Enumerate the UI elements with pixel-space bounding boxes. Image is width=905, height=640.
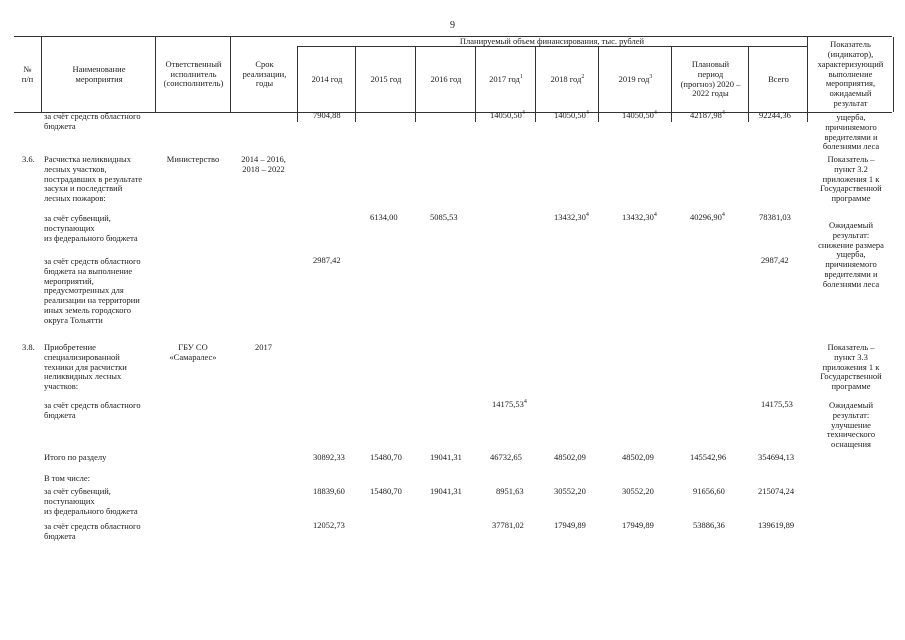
totals-2019: 48502,09 — [622, 452, 654, 462]
row-top-2019-footnote: 4 — [653, 110, 657, 117]
row-top-name: за счёт средств областного бюджета — [44, 111, 141, 131]
totals-fed-2015: 15480,70 — [370, 486, 402, 496]
header-col-2016-text: 2016 год — [430, 73, 462, 84]
totals-reg-2019: 17949,89 — [622, 520, 654, 530]
totals-reg-name: за счёт средств областного бюджета — [44, 521, 141, 541]
totals-fed-total: 215074,24 — [758, 486, 795, 496]
header-col-2018 — [535, 47, 599, 112]
item-3-6-sub1-planned-value: 40296,90 — [690, 212, 722, 222]
item-3-6-term: 2014 – 2016, 2018 – 2022 — [241, 154, 286, 174]
body-col-line-2015 — [355, 112, 356, 122]
item-3-6-sub1-2015: 6134,00 — [370, 212, 398, 222]
row-top-2014: 7904,88 — [313, 110, 341, 120]
header-col-term — [230, 37, 298, 112]
row-top-2019-value: 14050,50 — [622, 110, 654, 120]
header-col-2014 — [297, 47, 356, 112]
item-3-6-sub2-2014: 2987,42 — [313, 255, 341, 265]
item-3-8-sub1-2017-value: 14175,53 — [492, 399, 524, 409]
totals-planned: 145542,96 — [690, 452, 727, 462]
totals-reg-2018: 17949,89 — [554, 520, 586, 530]
item-3-6-sub1-2019 — [622, 213, 657, 223]
header-col-2016 — [415, 47, 476, 112]
item-3-6-sub1-2018-value: 13432,30 — [554, 212, 586, 222]
header-col-2018-text: 2018 год — [550, 73, 582, 84]
item-3-8-indicator: Показатель – пункт 3.3 приложения 1 к Государственной программе — [820, 342, 882, 392]
header-col-2015 — [355, 47, 416, 112]
totals-2015: 15480,70 — [370, 452, 402, 462]
item-3-8-indicator-2: Ожидаемый результат: улучшение технического оснащения — [826, 400, 876, 450]
header-col-2017-footnote: 1 — [519, 73, 523, 80]
header-col-indicator — [807, 37, 894, 112]
header-col-planned — [671, 47, 749, 112]
totals-reg-2017: 37781,02 — [492, 520, 524, 530]
body-col-line-2019 — [598, 112, 599, 122]
header-col-2019-text: 2019 год — [618, 73, 650, 84]
header-col-indicator-text: Показатель (индикатор), характеризующий выполнение мероприятия, ожидаемый результат — [817, 39, 884, 108]
row-top-2017-value: 14050,50 — [490, 110, 522, 120]
row-top-2018-value: 14050,50 — [554, 110, 586, 120]
totals-reg-total: 139619,89 — [758, 520, 795, 530]
row-top-planned — [690, 111, 725, 121]
totals-reg-planned: 53886,36 — [693, 520, 725, 530]
item-3-6-sub1-total: 78381,03 — [759, 212, 791, 222]
item-3-6-sub1-planned — [690, 213, 725, 223]
body-col-line-2018 — [535, 112, 536, 122]
item-3-8-sub1-total: 14175,53 — [761, 399, 793, 409]
item-3-6-sub1-2019-value: 13432,30 — [622, 212, 654, 222]
body-col-line-2017 — [475, 112, 476, 122]
item-3-8-sub1-2017 — [492, 400, 527, 410]
item-3-8-name: Приобретение специализированной техники для расчистки неликвидных лесных участков: — [44, 342, 127, 392]
header-col-executor-text: Ответственный исполнитель (соисполнитель) — [163, 58, 224, 89]
header-col-name — [41, 37, 156, 112]
item-3-8-executor: ГБУ СО «Самаралес» — [169, 342, 217, 362]
header-col-term-text: Срок реализации, годы — [242, 58, 287, 89]
body-col-line-total — [748, 112, 749, 122]
row-top-planned-footnote: 4 — [721, 110, 725, 117]
totals-2014: 30892,33 — [313, 452, 345, 462]
header-col-2017-text: 2017 год — [489, 73, 520, 84]
item-3-6-sub1-2016: 5085,53 — [430, 212, 458, 222]
item-3-6-sub1-planned-footnote: 4 — [721, 212, 725, 219]
header-col-2015-text: 2015 год — [370, 73, 402, 84]
item-3-6-sub1-2018 — [554, 213, 589, 223]
header-col-name-text: Наименование мероприятия — [72, 63, 126, 84]
header-col-2017 — [475, 47, 536, 112]
item-3-8-number: 3.8. — [22, 342, 35, 352]
row-top-total: 92244,36 — [759, 110, 791, 120]
totals-total: 354694,13 — [758, 452, 795, 462]
body-col-line-2014 — [297, 112, 298, 122]
totals-fed-2014: 18839,60 — [313, 486, 345, 496]
header-col-2014-text: 2014 год — [311, 73, 343, 84]
row-top-2018-footnote: 4 — [585, 110, 589, 117]
totals-reg-2014: 12052,73 — [313, 520, 345, 530]
totals-fed-2018: 30552,20 — [554, 486, 586, 496]
item-3-8-sub1-name: за счёт средств областного бюджета — [44, 400, 141, 420]
item-3-6-number: 3.6. — [22, 154, 35, 164]
item-3-6-name: Расчистка неликвидных лесных участков, пострадавших в результате засухи и последствий лесных пожаров: — [44, 154, 143, 204]
totals-including-label: В том числе: — [44, 473, 90, 483]
item-3-6-sub1-2019-footnote: 4 — [653, 212, 657, 219]
totals-2018: 48502,09 — [554, 452, 586, 462]
totals-fed-2016: 19041,31 — [430, 486, 462, 496]
item-3-6-sub2-name: за счёт средств областного бюджета на выполнение мероприятий, предусмотренных для реализации на территории иных земель городского округа Тольятти — [44, 256, 141, 325]
row-top-2018 — [554, 111, 589, 121]
header-group-title — [297, 37, 807, 46]
totals-2017: 46732,65 — [490, 452, 522, 462]
header-col-total — [748, 47, 808, 112]
header-col-2019 — [598, 47, 672, 112]
header-group-title-text: Планируемый объем финансирования, тыс. рублей — [459, 35, 645, 46]
totals-fed-name: за счёт субвенций, поступающих из федерального бюджета — [44, 486, 138, 516]
header-col-executor — [155, 37, 231, 112]
item-3-6-executor: Министерство — [166, 154, 220, 164]
header-col-planned-text: Плановый период (прогноз) 2020 – 2022 годы — [680, 58, 741, 99]
totals-label: Итого по разделу — [44, 452, 107, 462]
header-col-2018-footnote: 2 — [581, 73, 585, 80]
item-3-8-term: 2017 — [255, 342, 272, 352]
item-3-6-indicator: Показатель – пункт 3.2 приложения 1 к Государственной программе — [820, 154, 882, 204]
row-top-2017-footnote: 4 — [521, 110, 525, 117]
totals-fed-planned: 91656,60 — [693, 486, 725, 496]
totals-fed-2017: 8951,63 — [496, 486, 524, 496]
header-col-2019-footnote: 3 — [649, 73, 653, 80]
header-col-total-text: Всего — [768, 73, 789, 84]
item-3-6-sub1-name: за счёт субвенций, поступающих из федерального бюджета — [44, 213, 138, 243]
item-3-6-sub2-total: 2987,42 — [761, 255, 789, 265]
item-3-6-indicator-2: Ожидаемый результат: снижение размера ущерба, причиняемого вредителями и болезнями леса — [818, 220, 884, 289]
totals-2016: 19041,31 — [430, 452, 462, 462]
row-top-planned-value: 42187,98 — [690, 110, 722, 120]
row-top-indicator: ущерба, причиняемого вредителями и болезнями леса — [822, 112, 880, 152]
totals-fed-2019: 30552,20 — [622, 486, 654, 496]
body-col-line-indicator — [807, 112, 808, 122]
body-col-line-2016 — [415, 112, 416, 122]
item-3-8-sub1-2017-footnote: 4 — [523, 399, 527, 406]
body-col-line-planned — [671, 112, 672, 122]
header-col-number-text: № п/п — [21, 63, 34, 84]
row-top-2017 — [490, 111, 525, 121]
header-col-number — [14, 37, 41, 112]
item-3-6-sub1-2018-footnote: 4 — [585, 212, 589, 219]
row-top-2019 — [622, 111, 657, 121]
page-number: 9 — [450, 20, 455, 31]
